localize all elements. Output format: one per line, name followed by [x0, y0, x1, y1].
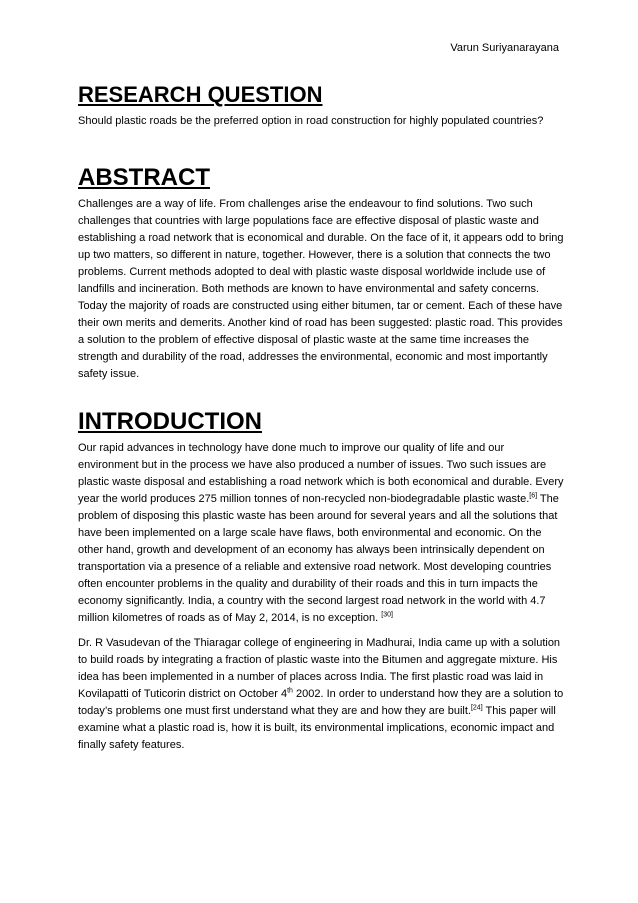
research-question-heading: RESEARCH QUESTION [78, 82, 323, 107]
research-question-text: Should plastic roads be the preferred option in road construction for highly populated countries? [78, 115, 544, 127]
citation-30: [30] [381, 611, 393, 619]
intro-p2-text-b: 2002. In order to understand how they are a solution to today’s problems one must first understand what they are and how they are built. [78, 688, 564, 717]
intro-p1-text-a: Our rapid advances in technology have done much to improve our quality of life and our environment but in the process we have also produced a number of issues. Two such issues are plastic waste disposal and establishing a road network which is both economical and durable. Every year the world produces 275 million tonnes of non-recycled non-biodegradable plastic waste. [78, 442, 564, 505]
abstract-heading: ABSTRACT [78, 164, 210, 191]
intro-p2-text-c: This paper will examine what a plastic road is, how it is built, its environmental implications, economic impact and finally safety features. [78, 705, 556, 751]
intro-p1-text-b: The problem of disposing this plastic waste has been around for several years and all the solutions that have been implemented on a large scale have flaws, both environmental and economic. On the other hand, growth and development of an economy has always been intrinsically dependent on transportation via a presence of a reliable and extensive road network. Most developing countries often encounter problems in the quality and durability of their roads and this in turn impacts the economy significantly. India, a country with the second largest road network in the world with 4.7 million kilometres of roads as of May 2, 2014, is no exception. [78, 493, 559, 624]
introduction-paragraph-1 [78, 440, 564, 627]
ordinal-suffix: th [287, 687, 293, 695]
introduction-paragraph-2 [78, 635, 564, 754]
header-author: Varun Suriyanarayana [450, 42, 559, 54]
document-body [78, 80, 564, 762]
introduction-heading: INTRODUCTION [78, 408, 262, 435]
citation-6: [6] [529, 492, 538, 500]
abstract-text: Challenges are a way of life. From challenges arise the endeavour to find solutions. Two such challenges that countries with large populations face are effective disposal of plastic waste and establishing a road network that is economical and durable. On the face of it, it appears odd to bring up two matters, so different in nature, together. However, there is a solution that connects the two problems. Current methods adopted to deal with plastic waste disposal worldwide include use of landfills and incineration. Both methods are known to have environmental and safety concerns. Today the majority of roads are constructed using either bitumen, tar or cement. Each of these have their own merits and demerits. Another kind of road has been suggested: plastic road. This provides a solution to the problem of effective disposal of plastic waste at the same time increases the strength and durability of the road, addresses the environmental, economic and most importantly safety issue. [78, 198, 564, 380]
intro-p2-text-a: Dr. R Vasudevan of the Thiaragar college of engineering in Madhurai, India came up with a solution to build roads by integrating a fraction of plastic waste into the Bitumen and aggregate mixture. His idea has been implemented in a number of places across India. The first plastic road was laid in Kovilapatti of Tuticorin district on October 4 [78, 637, 561, 700]
citation-24: [24] [470, 704, 483, 712]
